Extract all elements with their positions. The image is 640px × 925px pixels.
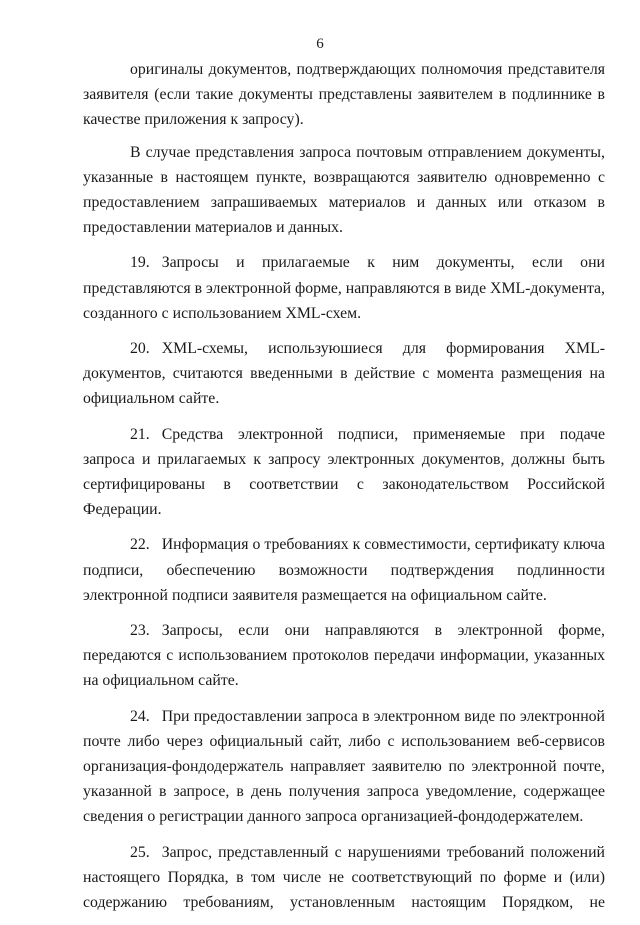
paragraph-number: 21.: [130, 425, 150, 443]
paragraph-20: [83, 336, 605, 412]
paragraph-number: 23.: [130, 622, 150, 640]
paragraph-continuation: [83, 57, 605, 133]
paragraph-text: Информация о требованиях к совместимости, сертификату ключа подписи, обеспечению возможности подтверждения подлинности электронной подписи заявителя размещается на официальном сайте.: [83, 536, 605, 604]
paragraph-number: 22.: [130, 536, 150, 554]
document-body: [83, 57, 605, 925]
paragraph-postal-return: [83, 140, 605, 241]
paragraph-25: [83, 840, 605, 916]
paragraph-text: Средства электронной подписи, применяемые при подаче запроса и прилагаемых к запросу электронных документов, должны быть сертифицированы в соответствии с законодательством Российской Федерации.: [83, 425, 605, 519]
paragraph-text: оригиналы документов, подтверждающих полномочия представителя заявителя (если такие документы представлены заявителем в подлиннике в качестве приложения к запросу).: [83, 61, 605, 129]
paragraph-number: 19.: [130, 254, 150, 272]
paragraph-text: Запросы, если они направляются в электронной форме, передаются с использованием протоколов передачи информации, указанных на официальном сайте.: [83, 622, 605, 690]
paragraph-text: XML-схемы, используюшиеся для формирования XML-документов, считаются введенными в действие с момента размещения на официальном сайте.: [83, 340, 605, 408]
paragraph-number: 25.: [130, 843, 150, 861]
paragraph-text: В случае представления запроса почтовым отправлением документы, указанные в настоящем пункте, возвращаются заявителю одновременно с предоставлением запрашиваемых материалов и данных или отказом в предоставлении материалов и данных.: [83, 143, 605, 237]
paragraph-number: 20.: [130, 340, 150, 358]
paragraph-text: Запрос, представленный с нарушениями требований положений настоящего Порядка, в том числе не соответствующий по форме и (или) содержанию требованиям, установленным настоящим Порядком, не: [83, 843, 605, 912]
page-number: 6: [316, 36, 324, 52]
paragraph-text: Запросы и прилагаемые к ним документы, если они представляются в электронной форме, направляются в виде XML-документа, созданного с использованием XML-схем.: [83, 254, 605, 322]
paragraph-21: [83, 422, 605, 523]
paragraph-number: 24.: [130, 707, 150, 725]
paragraph-24: [83, 704, 605, 830]
paragraph-22: [83, 532, 605, 608]
paragraph-19: [83, 250, 605, 326]
paragraph-23: [83, 618, 605, 694]
paragraph-text: При предоставлении запроса в электронном виде по электронной почте либо через официальный сайт, либо с использованием веб-сервисов организация-фондодержатель направляет заявителю по электронной почте, указанной в запросе, в день получения запроса уведомление, содержащее сведения о регистрации данного запроса организацией-фондодержателем.: [83, 707, 605, 826]
